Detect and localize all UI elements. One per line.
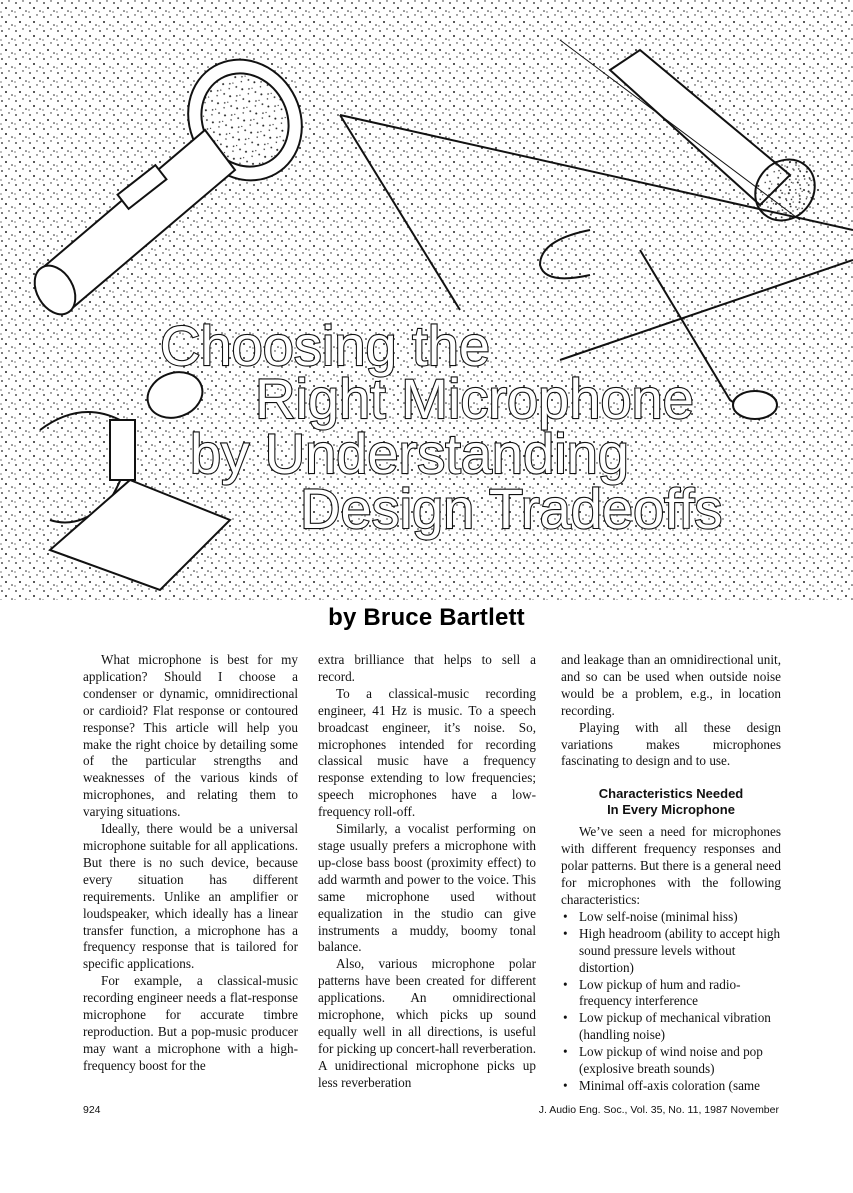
journal-citation: J. Audio Eng. Soc., Vol. 35, No. 11, 1987 November xyxy=(538,1104,779,1116)
text-column-3 xyxy=(561,652,781,1095)
paragraph: Similarly, a vocalist performing on stage usually prefers a microphone with up-close bass boost (proximity effect) to add warmth and power to the voice. This same microphone used without equalization in the studio can give instruments a muddy, boomy tonal balance. xyxy=(318,821,536,955)
list-item: • Low pickup of wind noise and pop (explosive breath sounds) xyxy=(563,1044,763,1077)
characteristics-list xyxy=(561,909,781,1095)
section-heading: Characteristics Needed In Every Microphone xyxy=(598,786,744,818)
text-column-2 xyxy=(318,652,536,1092)
paragraph: We’ve seen a need for microphones with different frequency responses and polar patterns. But there is a general need for microphones with the following characteristics: xyxy=(561,824,781,907)
list-item: • High headroom (ability to accept high sound pressure levels without distortion) xyxy=(563,925,781,975)
page-number: 924 xyxy=(83,1104,101,1116)
text-column-1 xyxy=(83,652,298,1075)
paragraph: For example, a classical-music recording engineer needs a flat-response microphone for accurate timbre reproduction. But a pop-music producer may want a microphone with a high-frequency boost for the xyxy=(83,973,298,1073)
paragraph: Ideally, there would be a universal microphone suitable for all applications. But there is no such device, because every situation has different requirements. Unlike an amplifier or loudspeaker, which ideally has a linear transfer function, a microphone has a frequency response that is tailored for specific applications. xyxy=(83,821,298,972)
title-line-4: Design Tradeoffs xyxy=(300,477,723,540)
title-line-1: Choosing the xyxy=(160,314,491,377)
title-line-3: by Understanding xyxy=(190,422,629,485)
paragraph: To a classical-music recording engineer, 41 Hz is music. To a speech broadcast engineer, it’s noise. So, microphones intended for recording classical music have a frequency response extending to low frequencies; speech microphones have a low-frequency roll-off. xyxy=(318,685,536,820)
paragraph: extra brilliance that helps to sell a record. xyxy=(318,652,536,684)
paragraph: Also, various microphone polar patterns have been created for different applications. An omnidirectional microphone, which picks up sound equally well in all directions, is useful for picking up concert-hall reverberation. A unidirectional microphone picks up less reverberation xyxy=(318,956,536,1090)
paragraph: and leakage than an omnidirectional unit, and so can be used when outside noise would be a problem, e.g., in location recording. xyxy=(561,652,781,718)
paragraph: What microphone is best for my application? Should I choose a condenser or dynamic, omnidirectional or cardioid? Flat response or contoured response? This article will help you make the right choice by detailing some of the particular strengths and weaknesses of the various kinds of microphones, and relating them to varying situations. xyxy=(83,652,298,820)
title-line-2: Right Microphone xyxy=(255,367,694,430)
list-item: • Low pickup of mechanical vibration (handling noise) xyxy=(563,1010,771,1043)
author-byline: by Bruce Bartlett xyxy=(328,604,525,631)
list-item: • Minimal off-axis coloration (same xyxy=(563,1077,761,1093)
list-item: • Low pickup of hum and radio-frequency interference xyxy=(563,976,741,1009)
list-item: • Low self-noise (minimal hiss) xyxy=(563,908,738,924)
paragraph: Playing with all these design variations makes microphones fascinating to design and to use. xyxy=(561,719,781,769)
